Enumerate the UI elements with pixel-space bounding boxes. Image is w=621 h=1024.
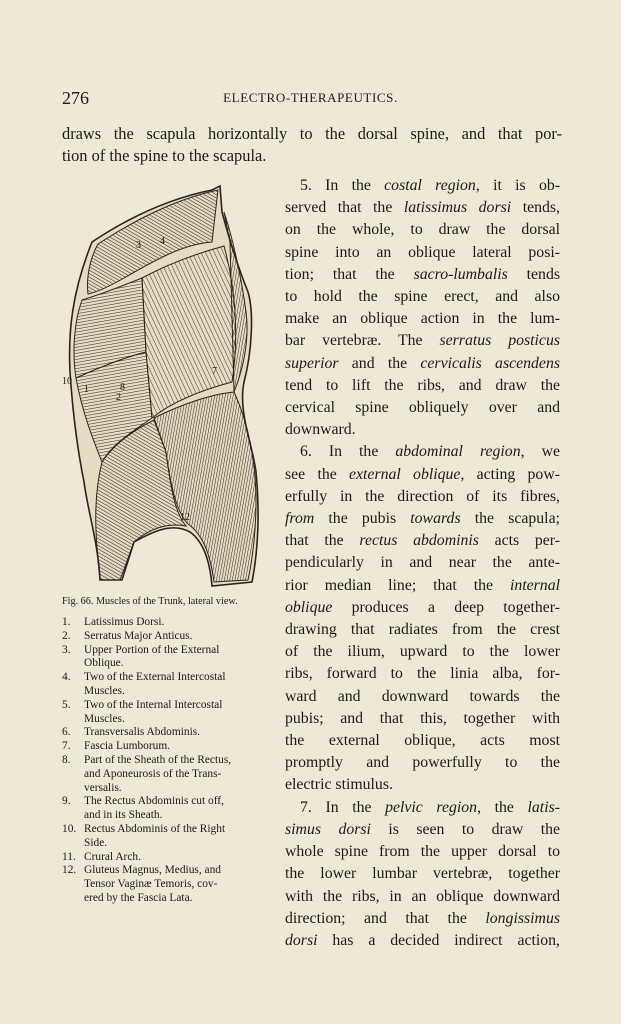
legend-text: Part of the Sheath of the Rectus, <box>84 753 232 766</box>
legend-item <box>62 795 277 823</box>
legend-text: The Rectus Abdominis cut off, <box>84 795 224 808</box>
legend-item <box>62 699 277 727</box>
callout-10: 10 <box>62 376 72 387</box>
legend-item <box>62 726 277 740</box>
text-line: 5. In the costal region, it is ob- <box>300 177 561 194</box>
legend-item <box>62 823 277 851</box>
text-line: drawing that radiates from the crest <box>285 621 560 639</box>
text-line: promptly and powerfully to the <box>285 754 560 772</box>
text-line: make an oblique action in the lum- <box>285 310 560 328</box>
callout-12: 12 <box>180 512 190 523</box>
running-head: ELECTRO-THERAPEUTICS. <box>223 90 398 105</box>
callout-4: 4 <box>160 236 165 247</box>
text-line: of the ilium, upward to the lower <box>285 643 560 661</box>
text-line: served that the latissimus dorsi tends, <box>285 199 560 217</box>
trunk-muscles-illustration <box>62 182 272 590</box>
text-line: that the rectus abdominis acts per- <box>285 532 561 550</box>
legend-text: Rectus Abdominis of the Right <box>84 822 226 835</box>
legend-number: 11. <box>62 850 76 863</box>
text-line: the lower lumbar vertebræ, together <box>285 865 560 883</box>
legend-text: Upper Portion of the External <box>84 643 220 656</box>
legend-item <box>62 616 277 630</box>
text-line: erfully in the direction of its fibres, <box>285 487 560 505</box>
text-line: ribs, forward to the linia alba, for- <box>285 665 560 683</box>
legend-text: Gluteus Magnus, Medius, and <box>84 864 221 877</box>
legend-number: 12. <box>62 864 77 877</box>
text-line: oblique produces a deep together- <box>285 598 560 616</box>
anatomy-figure <box>62 182 272 590</box>
legend-number: 3. <box>62 643 71 656</box>
text-line: see the external oblique, acting pow- <box>285 465 560 483</box>
figure-caption: Fig. 66. Muscles of the Trunk, lateral view. <box>62 596 238 607</box>
text-line: 7. In the pelvic region, the latis- <box>300 798 560 816</box>
legend-text: ered by the Fascia Lata. <box>84 891 193 904</box>
legend-text: Two of the Internal Intercostal <box>84 698 223 711</box>
legend-item <box>62 671 277 699</box>
legend-text: Serratus Major Anticus. <box>84 629 193 642</box>
legend-text: Two of the External Intercostal <box>84 671 226 684</box>
text-line: on the whole, to draw the dorsal <box>285 221 560 239</box>
legend-text: Fascia Lumborum. <box>84 740 171 753</box>
legend-number: 8. <box>62 753 71 766</box>
legend-text: and Aponeurosis of the Trans- <box>84 767 222 780</box>
text-line: superior and the cervicalis ascendens <box>285 354 560 372</box>
text-line: from the pubis towards the scapula; <box>285 510 560 528</box>
text-line: electric stimulus. <box>285 776 393 794</box>
legend-item <box>62 630 277 644</box>
legend-number: 1. <box>62 616 71 628</box>
legend-text: Tensor Vaginæ Temoris, cov- <box>84 878 218 891</box>
intro-line-1: draws the scapula horizontally to the dorsal spine, and that por- <box>62 124 562 143</box>
legend-item <box>62 754 277 795</box>
callout-8: 8 <box>120 382 125 393</box>
legend-number: 10. <box>62 822 77 835</box>
legend-text: Side. <box>84 836 108 849</box>
legend-item <box>62 740 277 754</box>
text-line: rior median line; that the internal <box>285 576 560 594</box>
text-line: direction; and that the longissimus <box>285 909 560 927</box>
legend-number: 4. <box>62 671 71 684</box>
legend-number: 9. <box>62 795 71 808</box>
text-line: tend to lift the ribs, and draw the <box>285 376 560 394</box>
text-line: the external oblique, acts most <box>285 732 560 750</box>
text-line: whole spine from the upper dorsal to <box>285 843 560 861</box>
body-column <box>285 175 560 952</box>
text-line: spine into an oblique lateral posi- <box>285 243 560 261</box>
legend-text: versalis. <box>84 781 122 794</box>
legend-number: 6. <box>62 726 71 739</box>
paragraph-5 <box>285 175 560 441</box>
figure-legend <box>62 616 277 906</box>
text-line: simus dorsi is seen to draw the <box>285 820 560 838</box>
text-line: with the ribs, in an oblique downward <box>285 887 560 905</box>
legend-text: Latissimus Dorsi. <box>84 616 165 628</box>
text-line: bar vertebræ. The serratus posticus <box>285 332 560 350</box>
legend-item <box>62 864 277 905</box>
text-line: cervical spine obliquely over and <box>285 399 560 417</box>
legend-number: 2. <box>62 629 71 642</box>
paragraph-7 <box>285 797 560 952</box>
legend-item <box>62 851 277 865</box>
callout-1: 1 <box>84 384 89 395</box>
text-line: dorsi has a decided indirect action, <box>285 931 560 949</box>
text-line: downward. <box>285 421 356 439</box>
legend-text: Muscles. <box>84 684 125 697</box>
text-line: to hold the spine erect, and also <box>285 288 560 306</box>
legend-text: and in its Sheath. <box>84 809 163 822</box>
text-line: pendicularly in and near the ante- <box>285 554 560 572</box>
text-line: ward and downward towards the <box>285 687 560 705</box>
legend-text: Crural Arch. <box>84 850 141 863</box>
callout-3: 3 <box>136 240 141 251</box>
callout-7: 7 <box>212 366 217 377</box>
legend-text: Transversalis Abdominis. <box>84 726 201 739</box>
intro-line-2: tion of the spine to the scapula. <box>62 146 267 165</box>
text-line: 6. In the abdominal region, we <box>300 443 560 461</box>
page-number: 276 <box>62 88 89 108</box>
text-line: pubis; and that this, together with <box>285 709 560 727</box>
legend-item <box>62 644 277 672</box>
legend-number: 7. <box>62 740 71 753</box>
legend-text: Oblique. <box>84 657 124 670</box>
legend-number: 5. <box>62 698 71 711</box>
legend-text: Muscles. <box>84 712 125 725</box>
text-line: tion; that the sacro-lumbalis tends <box>285 265 560 283</box>
paragraph-6 <box>285 441 560 796</box>
callout-2: 2 <box>116 392 121 403</box>
